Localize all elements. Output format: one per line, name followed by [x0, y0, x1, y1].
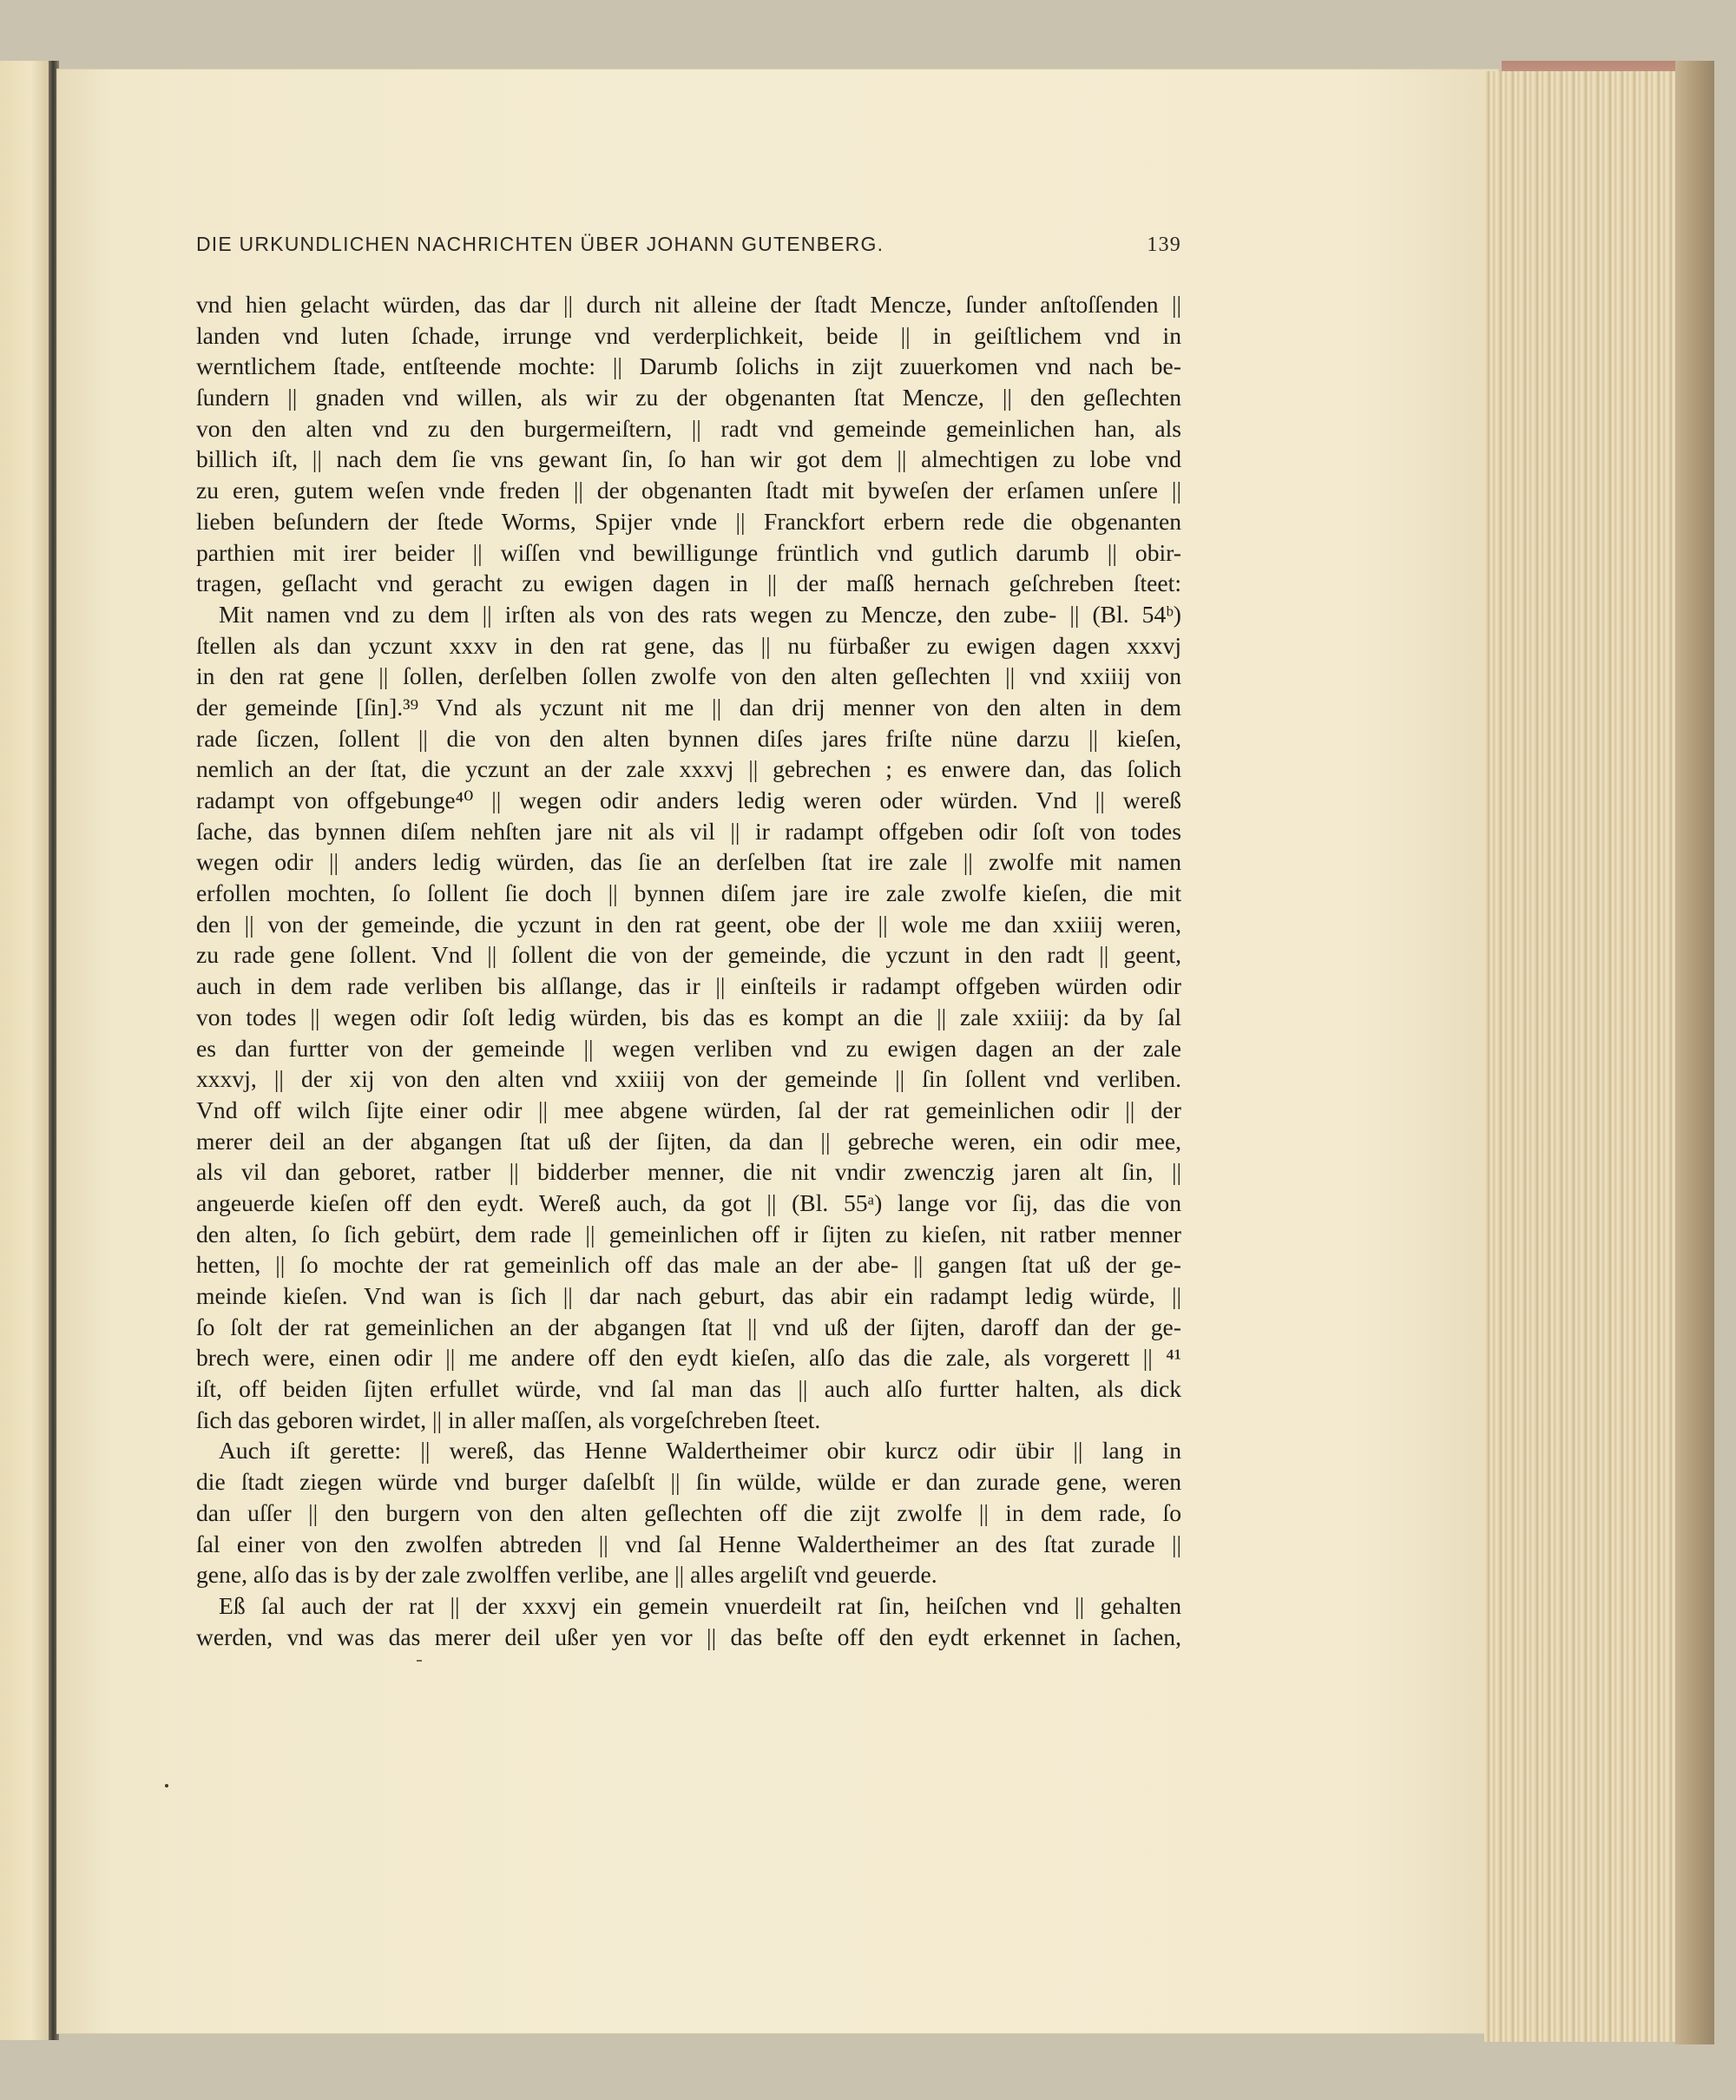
- text-line: lieben beſundern der ſtede Worms, Spijer vnde || Franckfort erbern rede die obgenanten: [196, 507, 1181, 535]
- text-line: ſache, das bynnen diſem nehſten jare nit als vil || ir radampt offgeben odir ſoſt von todes: [196, 817, 1181, 845]
- text-line: es dan furtter von der gemeinde || wegen verliben vnd zu ewigen dagen an der zale: [196, 1034, 1181, 1062]
- text-line: wegen odir || anders ledig würden, das ſie an derſelben ſtat ire zale || zwolfe mit namen: [196, 848, 1181, 876]
- text-line: zu rade gene ſollent. Vnd || ſollent die von der gemeinde, die yczunt in den radt || geent,: [196, 941, 1181, 969]
- text-line: werntlichem ſtade, entſteende mochte: || Darumb ſolichs in zijt zuuerkomen vnd nach be-: [196, 352, 1181, 380]
- text-line: angeuerde kieſen off den eydt. Wereß auch, da got || (Bl. 55ᵃ) lange vor ſij, das die von: [196, 1188, 1181, 1216]
- text-line: ſich das geboren wirdet, || in aller maſſen, als vorgeſchreben ſteet.: [196, 1405, 821, 1433]
- text-line: Eß ſal auch der rat || der xxxvj ein gemein vnuerdeilt rat ſin, heiſchen vnd || gehalten: [219, 1591, 1181, 1619]
- running-title: DIE URKUNDLICHEN NACHRICHTEN ÜBER JOHANN GUTENBERG.: [196, 233, 884, 255]
- text-line: ſtellen als dan yczunt xxxv in den rat gene, das || nu fürbaßer zu ewigen dagen xxxvj: [196, 631, 1181, 659]
- scan-speck: [417, 1660, 422, 1662]
- book-cover-edge: [1675, 61, 1714, 2044]
- text-line: in den rat gene || ſollen, derſelben ſollen zwolfe von den alten geſlechten || vnd xxiiij von: [196, 662, 1181, 690]
- text-line: rade ſiczen, ſollent || die von den alten bynnen diſes jares friſte nüne darzu || kieſen,: [196, 724, 1181, 752]
- text-line: werden, vnd was das merer deil ußer yen vor || das beſte off den eydt erkennet in ſachen,: [196, 1623, 1181, 1650]
- text-line: zu eren, gutem weſen vnde freden || der obgenanten ſtadt mit byweſen der erſamen unſere ||: [196, 477, 1181, 504]
- text-line: auch in dem rade verliben bis alſlange, das ir || einſteils ir radampt offgeben würden odir: [196, 972, 1181, 1000]
- text-line: hetten, || ſo mochte der rat gemeinlich off das male an der abe- || gangen ſtat uß der ge-: [196, 1251, 1181, 1279]
- text-line: von todes || wegen odir ſoſt ledig würden, bis das es kompt an die || zale xxiiij: da by ſal: [196, 1003, 1181, 1030]
- text-line: xxxvj, || der xij von den alten vnd xxiiij von der gemeinde || ſin ſollent vnd verliben.: [196, 1065, 1181, 1093]
- text-line: tragen, geſlacht vnd geracht zu ewigen dagen in || der maſß hernach geſchreben ſteet:: [196, 569, 1181, 597]
- text-line: merer deil an der abgangen ſtat uß der ſijten, da dan || gebreche weren, ein odir mee,: [196, 1127, 1181, 1155]
- text-line: die ſtadt ziegen würde vnd burger daſelbſt || ſin wülde, wülde er dan zurade gene, weren: [196, 1468, 1181, 1496]
- text-line: erfollen mochten, ſo ſollent ſie doch || bynnen diſem jare ire zale zwolfe kieſen, die mit: [196, 879, 1181, 907]
- text-line: als vil dan geboret, ratber || bidderber menner, die nit vndir zwenczig jaren alt ſin, ||: [196, 1158, 1181, 1186]
- text-line: Auch iſt gerette: || wereß, das Henne Waldertheimer obir kurcz odir übir || lang in: [219, 1437, 1181, 1465]
- facing-page-edge: [0, 61, 52, 2040]
- text-line: gene, alſo das is by der zale zwolffen verlibe, ane || alles argeliſt vnd geuerde.: [196, 1561, 937, 1589]
- text-line: den || von der gemeinde, die yczunt in den rat geent, obe der || wole me dan xxiiij weren,: [196, 910, 1181, 938]
- text-line: vnd hien gelacht würden, das dar || durch nit alleine der ſtadt Mencze, ſunder anſtoſſenden ||: [196, 291, 1181, 318]
- text-line: billich iſt, || nach dem ſie vns gewant ſin, ſo han wir got dem || almechtigen zu lobe vnd: [196, 445, 1181, 473]
- text-line: landen vnd luten ſchade, irrunge vnd verderplichkeit, beide || in geiſtlichem vnd in: [196, 321, 1181, 349]
- text-line: ſal einer von den zwolfen abtreden || vnd ſal Henne Waldertheimer an des ſtat zurade ||: [196, 1530, 1181, 1557]
- text-line: ſo ſolt der rat gemeinlichen an der abgangen ſtat || vnd uß der ſijten, daroff dan der ge-: [196, 1313, 1181, 1340]
- text-line: von den alten vnd zu den burgermeiſtern, || radt vnd gemeinde gemeinlichen han, als: [196, 414, 1181, 442]
- text-line: brech were, einen odir || me andere off den eydt kieſen, alſo das die zale, als vorgerett || ⁴¹: [196, 1344, 1181, 1372]
- text-line: radampt von offgebunge⁴⁰ || wegen odir anders ledig weren oder würden. Vnd || wereß: [196, 787, 1181, 813]
- text-line: iſt, off beiden ſijten erfullet würde, vnd ſal man das || auch alſo furtter halten, als dick: [196, 1375, 1181, 1403]
- text-line: ſundern || gnaden vnd willen, als wir zu der obgenanten ſtat Mencze, || den geſlechten: [196, 384, 1181, 411]
- text-line: Mit namen vnd zu dem || irſten als von des rats wegen zu Mencze, den zube- || (Bl. 54ᵇ): [219, 600, 1181, 628]
- running-header: [196, 233, 1181, 267]
- page-number: 139: [1147, 234, 1181, 256]
- text-line: der gemeinde [ſin].³⁹ Vnd als yczunt nit me || dan drij menner von den alten in dem: [196, 693, 1181, 721]
- text-line: meinde kieſen. Vnd wan is ſich || dar nach geburt, das abir ein radampt ledig würde, ||: [196, 1282, 1181, 1309]
- text-line: dan uſſer || den burgern von den alten geſlechten off die zijt zwolfe || in dem rade, ſo: [196, 1498, 1181, 1526]
- scan-dot: [165, 1784, 168, 1787]
- text-line: den alten, ſo ſich gebürt, dem rade || gemeinlichen off ir ſijten zu kieſen, nit ratber menner: [196, 1220, 1181, 1247]
- text-line: parthien mit irer beider || wiſſen vnd bewilligunge früntlich vnd gutlich darumb || obir-: [196, 538, 1181, 566]
- text-line: Vnd off wilch ſijte einer odir || mee abgene würden, ſal der rat gemeinlichen odir || der: [196, 1096, 1181, 1123]
- text-line: nemlich an der ſtat, die yczunt an der zale xxxvj || gebrechen ; es enwere dan, das ſolich: [196, 755, 1181, 783]
- page-body: [196, 289, 1181, 1652]
- page-block-edge: [1484, 71, 1693, 2042]
